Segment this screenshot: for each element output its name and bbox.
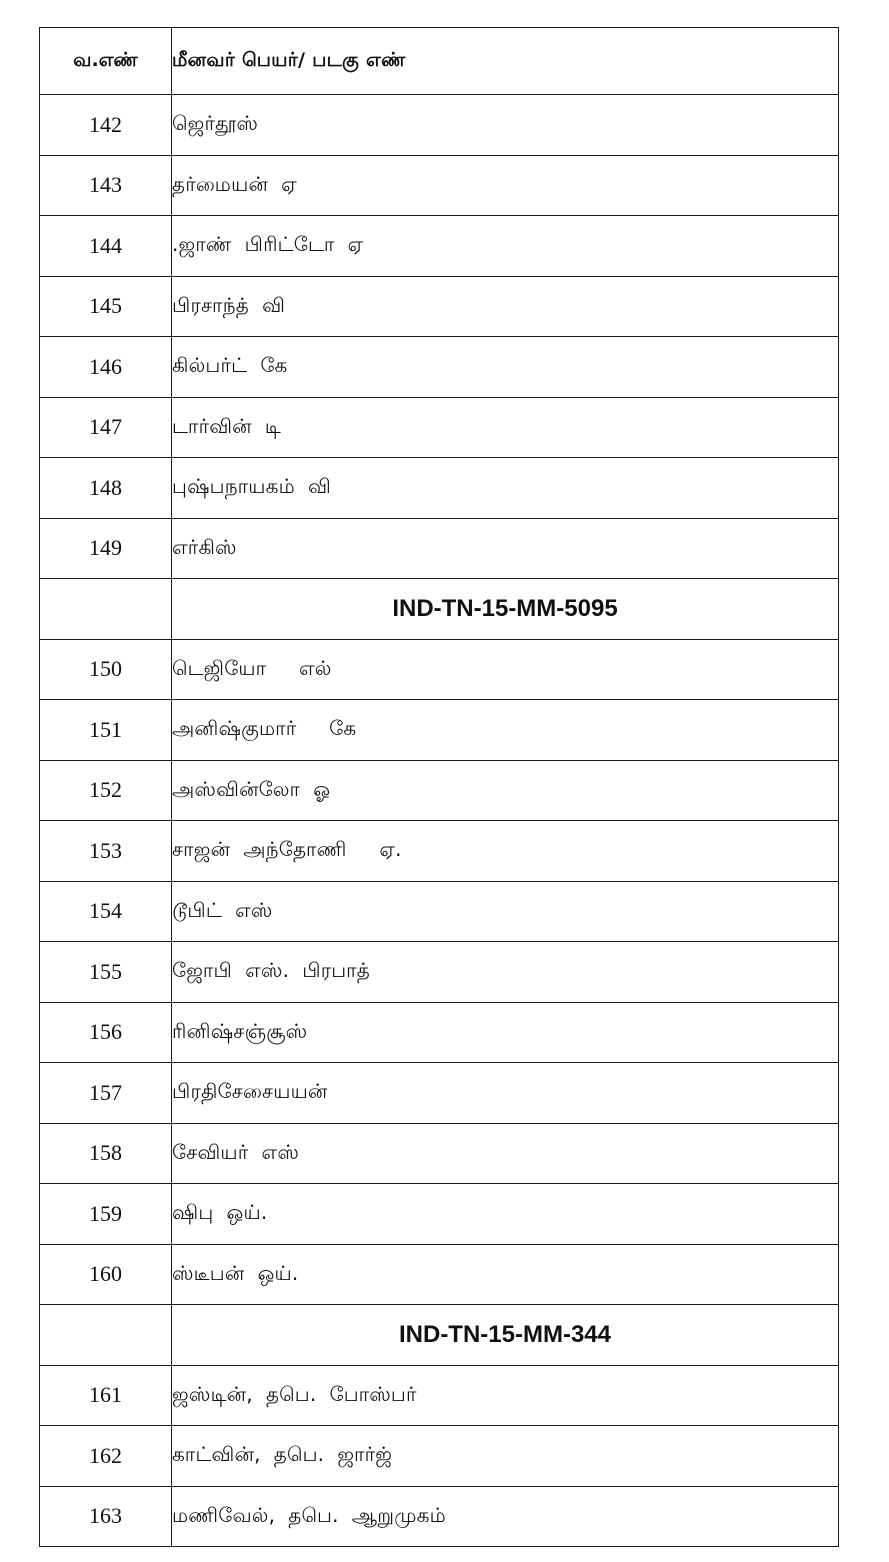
serial-number: 153 [40,821,172,882]
fisherman-row [40,1426,839,1487]
serial-number: 143 [40,155,172,216]
fisherman-name: காட்வின், தபெ. ஜார்ஜ் [172,1426,839,1487]
fisherman-name: ஸ்டீபன் ஒய். [172,1244,839,1305]
fisherman-name: .ஜாண் பிரிட்டோ ஏ [172,216,839,277]
fisherman-row [40,1123,839,1184]
serial-number: 142 [40,95,172,156]
fisherman-row [40,1184,839,1245]
fisherman-name: அஸ்வின்லோ ஓ [172,760,839,821]
empty-serial-cell [40,579,172,640]
serial-number: 145 [40,276,172,337]
fisherman-name: டார்வின் டி [172,397,839,458]
fisherman-row [40,760,839,821]
fisherman-row [40,881,839,942]
serial-number: 163 [40,1486,172,1547]
fisherman-row [40,700,839,761]
fisherman-name: எர்கிஸ் [172,518,839,579]
serial-number: 159 [40,1184,172,1245]
fisherman-name: பிரசாந்த் வி [172,276,839,337]
table-header-row [40,28,839,95]
fisherman-name: அனிஷ்குமார் கே [172,700,839,761]
boat-registration-row [40,1305,839,1366]
fisherman-row [40,458,839,519]
fisherman-row [40,397,839,458]
serial-number: 156 [40,1002,172,1063]
fisherman-row [40,1365,839,1426]
serial-number-header: வ.எண் [40,28,172,95]
fisherman-row [40,518,839,579]
fisherman-name: சாஜன் அந்தோணி ஏ. [172,821,839,882]
serial-number: 154 [40,881,172,942]
serial-number: 148 [40,458,172,519]
boat-number: IND-TN-15-MM-344 [172,1305,839,1366]
serial-number: 151 [40,700,172,761]
fisherman-row [40,1063,839,1124]
fisherman-row [40,639,839,700]
fisherman-name: டூபிட் எஸ் [172,881,839,942]
fishermen-table [39,27,839,1547]
fisherman-row [40,1002,839,1063]
serial-number: 150 [40,639,172,700]
fisherman-name: ஜோபி எஸ். பிரபாத் [172,942,839,1003]
boat-number: IND-TN-15-MM-5095 [172,579,839,640]
fisherman-name: ஜஸ்டின், தபெ. போஸ்பர் [172,1365,839,1426]
fisherman-row [40,95,839,156]
serial-number: 149 [40,518,172,579]
boat-registration-row [40,579,839,640]
serial-number: 144 [40,216,172,277]
fisherman-name: ஷிபு ஒய். [172,1184,839,1245]
fisherman-row [40,821,839,882]
fisherman-name: ஜெர்தூஸ் [172,95,839,156]
serial-number: 147 [40,397,172,458]
fisherman-name: டெஜியோ எல் [172,639,839,700]
empty-serial-cell [40,1305,172,1366]
fisherman-name: தர்மையன் ஏ [172,155,839,216]
name-boat-header: மீனவர் பெயர்/ படகு எண் [172,28,839,95]
serial-number: 155 [40,942,172,1003]
serial-number: 162 [40,1426,172,1487]
fisherman-name: புஷ்பநாயகம் வி [172,458,839,519]
fisherman-row [40,216,839,277]
fisherman-name: பிரதிசேசையயன் [172,1063,839,1124]
serial-number: 161 [40,1365,172,1426]
fisherman-name: ரினிஷ்சஞ்சூஸ் [172,1002,839,1063]
fisherman-row [40,276,839,337]
table-body [40,95,839,1547]
fisherman-row [40,337,839,398]
fisherman-name: சேவியர் எஸ் [172,1123,839,1184]
serial-number: 146 [40,337,172,398]
fisherman-row [40,1486,839,1547]
fisherman-row [40,155,839,216]
serial-number: 158 [40,1123,172,1184]
fisherman-name: கில்பர்ட் கே [172,337,839,398]
fisherman-row [40,942,839,1003]
serial-number: 152 [40,760,172,821]
fisherman-name: மணிவேல், தபெ. ஆறுமுகம் [172,1486,839,1547]
fisherman-row [40,1244,839,1305]
serial-number: 160 [40,1244,172,1305]
serial-number: 157 [40,1063,172,1124]
